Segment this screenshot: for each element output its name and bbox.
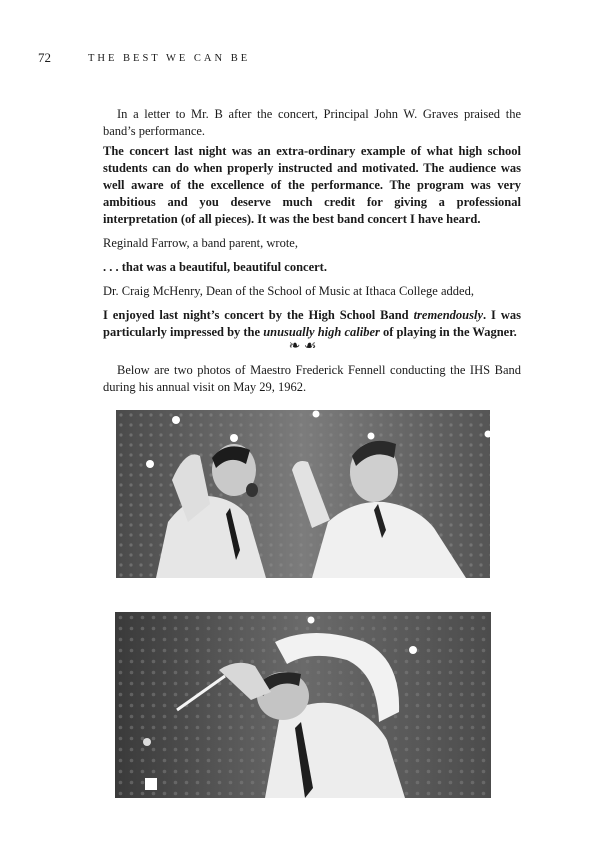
- graves-quote: The concert last night was an extra-ordinary example of what high school students can do when properly instructed and motivated. The audience was well aware of the excellence of the performance. The program was very ambitious and you deserve much credit for giving a professional interpretation (of all pieces). It was the best band concert I have heard.: [103, 144, 521, 226]
- mchenry-intro: Dr. Craig McHenry, Dean of the School of Music at Ithaca College added,: [103, 284, 474, 298]
- photos-intro: Below are two photos of Maestro Frederick Fennell conducting the IHS Band during his annual visit on May 29, 1962.: [103, 363, 521, 394]
- farrow-quote: . . . that was a beautiful, beautiful concert.: [103, 260, 327, 274]
- photo-2-illustration: [115, 612, 491, 798]
- mchenry-quote-emphasis-1: tremendously: [413, 308, 484, 322]
- main-text: [103, 106, 521, 341]
- running-head: THE BEST WE CAN BE: [88, 53, 251, 64]
- farrow-intro: Reginald Farrow, a band parent, wrote,: [103, 236, 298, 250]
- page-number: 72: [38, 50, 51, 65]
- mchenry-quote-emphasis-2: unusually high caliber: [263, 325, 380, 339]
- mchenry-quote-part-c: of playing in the Wagner.: [379, 325, 517, 339]
- photo-fennell-facing-student: [116, 410, 490, 578]
- intro-paragraph: In a letter to Mr. B after the concert, Principal John W. Graves praised the band’s performance.: [103, 107, 521, 138]
- mchenry-quote: [103, 307, 521, 341]
- photos-intro-block: [103, 362, 521, 396]
- mchenry-quote-part-b: . I was particularly impressed by the: [103, 308, 521, 339]
- fleuron-ornament-icon: ❧ ☙: [288, 339, 317, 354]
- mchenry-quote-part-a: I enjoyed last night’s concert by the High School Band: [103, 308, 414, 322]
- photo-fennell-with-baton: [115, 612, 491, 798]
- photo-1-illustration: [116, 410, 490, 578]
